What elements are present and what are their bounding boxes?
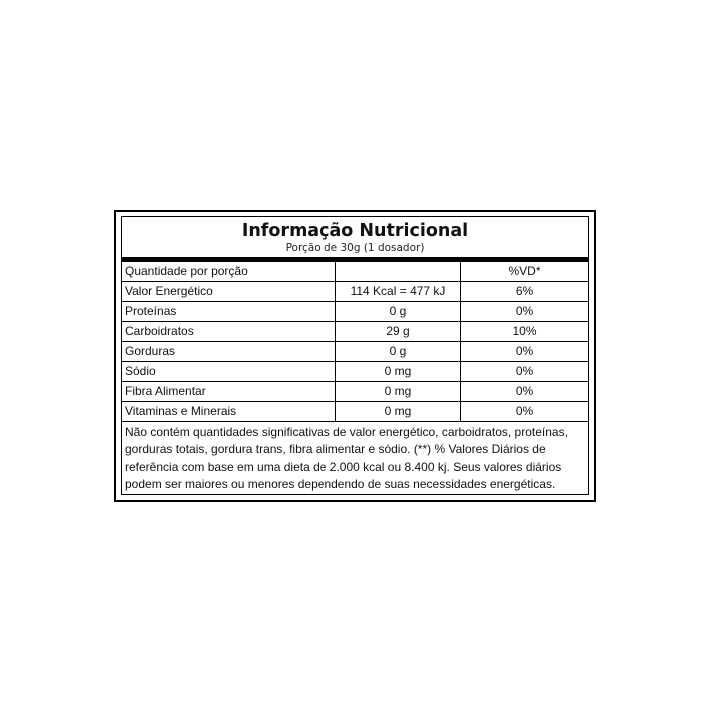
table-row bbox=[122, 382, 588, 402]
table-row bbox=[122, 282, 588, 302]
nutrient-amount: 29 g bbox=[336, 322, 461, 342]
table-row bbox=[122, 362, 588, 382]
nutrient-dv: 0% bbox=[461, 302, 589, 322]
nutrient-name: Vitaminas e Minerais bbox=[122, 402, 336, 422]
table-row bbox=[122, 302, 588, 322]
nutrient-amount: 0 mg bbox=[336, 382, 461, 402]
label-title: Informação Nutricional bbox=[241, 221, 469, 241]
nutrient-amount: 0 g bbox=[336, 302, 461, 322]
nutrient-name: Proteínas bbox=[122, 302, 336, 322]
footnote-line: Não contém quantidades significativas de valor energético, carboidratos, proteínas, bbox=[125, 425, 568, 439]
header-quantity: Quantidade por porção bbox=[122, 262, 336, 282]
footnote-line: referência com base em uma dieta de 2.000 kcal ou 8.400 kj. Seus valores diários bbox=[125, 459, 562, 474]
table-row bbox=[122, 402, 588, 422]
nutrient-dv: 0% bbox=[461, 402, 589, 422]
footnote-line: gorduras totais, gordura trans, fibra alimentar e sódio. (**) % Valores Diários de bbox=[125, 442, 546, 457]
header-amount bbox=[336, 262, 461, 282]
nutrient-name: Sódio bbox=[122, 362, 336, 382]
portion-size: Porção de 30g (1 dosador) bbox=[285, 242, 425, 254]
nutrient-amount: 0 g bbox=[336, 342, 461, 362]
table-row bbox=[122, 342, 588, 362]
nutrient-dv: 10% bbox=[461, 322, 589, 342]
nutrient-dv: 0% bbox=[461, 382, 589, 402]
nutrient-name: Fibra Alimentar bbox=[122, 382, 336, 402]
nutrient-amount: 0 mg bbox=[336, 402, 461, 422]
nutrient-amount: 0 mg bbox=[336, 362, 461, 382]
footnote-line: podem ser maiores ou menores dependendo de suas necessidades energéticas. bbox=[125, 476, 556, 491]
nutrition-label bbox=[114, 210, 596, 502]
table-header-row bbox=[122, 262, 588, 282]
footnote bbox=[122, 422, 588, 494]
nutrient-amount: 114 Kcal = 477 kJ bbox=[336, 282, 461, 302]
nutrient-name: Carboidratos bbox=[122, 322, 336, 342]
table-row bbox=[122, 322, 588, 342]
label-header bbox=[122, 217, 588, 257]
nutrition-table bbox=[122, 262, 588, 422]
nutrient-dv: 0% bbox=[461, 362, 589, 382]
nutrient-name: Valor Energético bbox=[122, 282, 336, 302]
nutrient-name: Gorduras bbox=[122, 342, 336, 362]
nutrient-dv: 6% bbox=[461, 282, 589, 302]
nutrition-label-inner bbox=[121, 216, 589, 495]
nutrient-dv: 0% bbox=[461, 342, 589, 362]
header-dv: %VD* bbox=[461, 262, 589, 282]
